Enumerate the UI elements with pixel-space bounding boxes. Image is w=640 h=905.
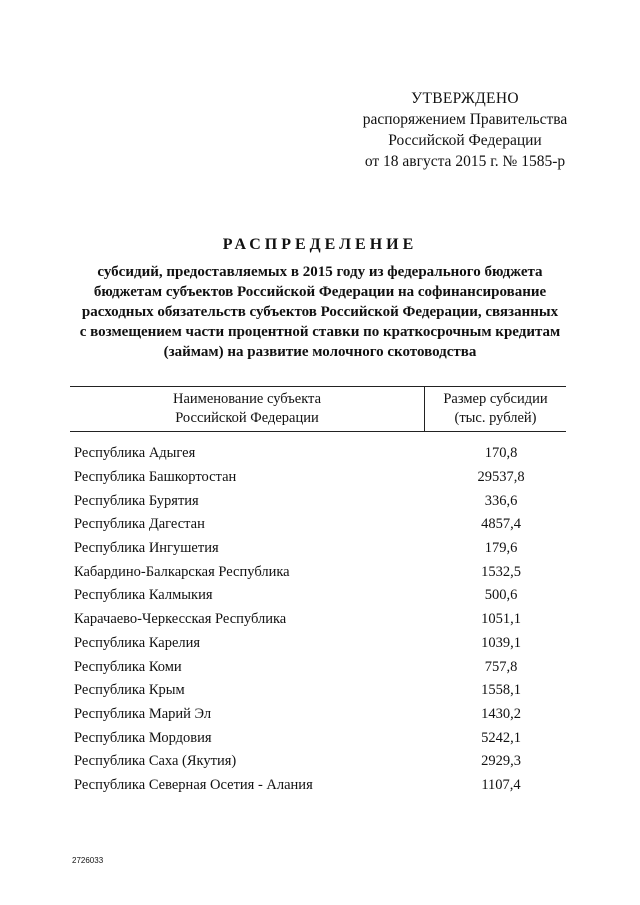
subsidy-amount: 757,8 — [484, 658, 518, 675]
table-row — [70, 442, 566, 466]
subsidy-amount: 179,6 — [484, 540, 518, 557]
table-row — [70, 655, 566, 679]
table-row — [70, 679, 566, 703]
column-header-name-line: Российской Федерации — [175, 410, 319, 426]
table-row — [70, 466, 566, 490]
table-row — [70, 726, 566, 750]
region-name: Республика Адыгея — [74, 445, 196, 462]
region-name: Республика Саха (Якутия) — [74, 753, 237, 770]
subtitle-line: (займам) на развитие молочного скотоводства — [163, 344, 477, 360]
table-body — [70, 442, 566, 797]
subsidy-amount: 1430,2 — [481, 705, 521, 722]
subsidy-amount: 29537,8 — [477, 469, 525, 486]
subsidy-amount: 1039,1 — [481, 634, 521, 651]
region-name: Республика Марий Эл — [74, 705, 212, 722]
subsidy-amount: 336,6 — [484, 492, 518, 509]
table-row — [70, 560, 566, 584]
subsidy-amount: 1051,1 — [481, 611, 521, 628]
column-header-value-line: Размер субсидии — [443, 391, 548, 407]
region-name: Республика Башкортостан — [74, 469, 237, 486]
subsidy-amount: 1107,4 — [481, 776, 521, 793]
region-name: Республика Коми — [74, 658, 182, 675]
table-row — [70, 750, 566, 774]
table-row — [70, 632, 566, 656]
table-row — [70, 703, 566, 727]
approval-stamp — [330, 88, 600, 172]
table-row — [70, 774, 566, 798]
table-row — [70, 489, 566, 513]
approval-line-2: Российской Федерации — [388, 132, 542, 149]
footer-code: 2726033 — [72, 856, 104, 865]
table-row — [70, 513, 566, 537]
subsidy-amount: 2929,3 — [481, 753, 521, 770]
approval-heading: УТВЕРЖДЕНО — [411, 90, 519, 107]
column-header-name — [70, 387, 425, 431]
region-name: Республика Северная Осетия - Алания — [74, 776, 313, 793]
column-header-value-line: (тыс. рублей) — [454, 410, 537, 426]
region-name: Республика Крым — [74, 682, 185, 699]
region-name: Республика Ингушетия — [74, 540, 219, 557]
table-header — [70, 386, 566, 432]
approval-line-3: от 18 августа 2015 г. № 1585-р — [364, 153, 566, 170]
region-name: Республика Карелия — [74, 634, 201, 651]
document-title: РАСПРЕДЕЛЕНИЕ — [222, 236, 418, 253]
table-row — [70, 537, 566, 561]
subsidy-amount: 1532,5 — [481, 563, 521, 580]
subsidy-amount: 1558,1 — [481, 682, 521, 699]
subtitle-line: расходных обязательств субъектов Российской Федерации, связанных — [81, 304, 559, 320]
region-name: Республика Калмыкия — [74, 587, 213, 604]
region-name: Республика Дагестан — [74, 516, 205, 533]
region-name: Карачаево-Черкесская Республика — [74, 611, 287, 628]
table-row — [70, 584, 566, 608]
region-name: Республика Мордовия — [74, 729, 212, 746]
subsidy-amount: 4857,4 — [481, 516, 521, 533]
subsidy-table — [70, 386, 566, 797]
subsidy-amount: 5242,1 — [481, 729, 521, 746]
table-row — [70, 608, 566, 632]
document-subtitle — [60, 262, 580, 362]
approval-line-1: распоряжением Правительства — [362, 111, 568, 128]
subsidy-amount: 170,8 — [484, 445, 518, 462]
column-header-value — [425, 387, 566, 431]
subsidy-amount: 500,6 — [484, 587, 518, 604]
region-name: Кабардино-Балкарская Республика — [74, 563, 290, 580]
region-name: Республика Бурятия — [74, 492, 199, 509]
subtitle-line: бюджетам субъектов Российской Федерации на софинансирование — [93, 284, 547, 300]
subtitle-line: субсидий, предоставляемых в 2015 году из федерального бюджета — [97, 264, 543, 280]
column-header-name-line: Наименование субъекта — [172, 391, 322, 407]
subtitle-line: с возмещением части процентной ставки по краткосрочным кредитам — [79, 324, 561, 340]
